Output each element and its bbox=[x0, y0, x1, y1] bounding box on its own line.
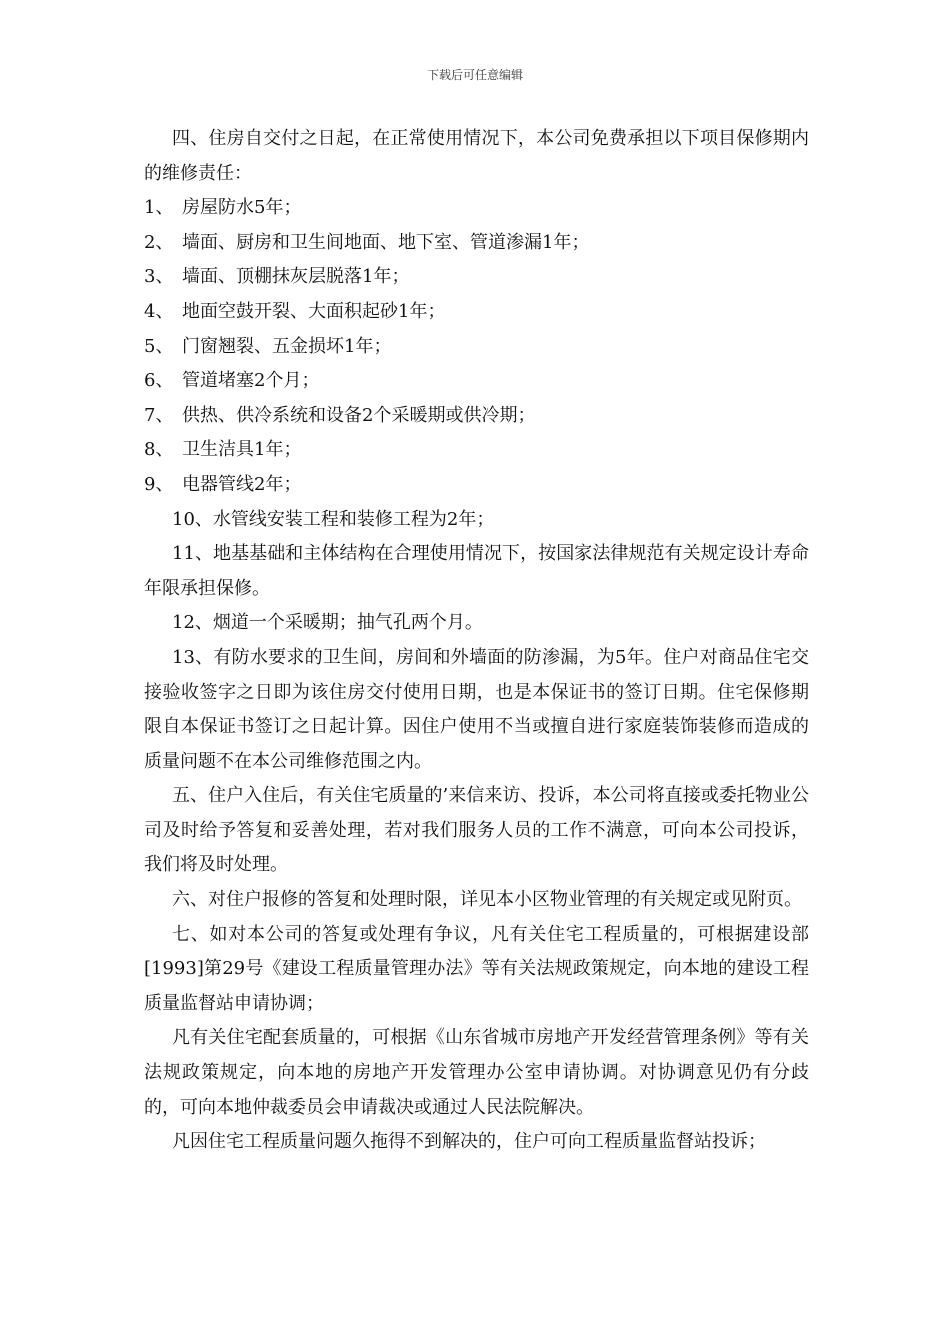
paragraph-6: 六、对住户报修的答复和处理时限，详见本小区物业管理的有关规定或见附页。 bbox=[172, 889, 802, 911]
paragraph-7: 七、如对本公司的答复或处理有争议，凡有关住宅工程质量的，可根据建设部[1993]第29号《建设工程质量管理办法》等有关法规政策规定，向本地的建设工程质量监督站申请协调； bbox=[144, 923, 809, 1014]
document-body bbox=[144, 122, 809, 1160]
paragraph-13: 13、有防水要求的卫生间，房间和外墙面的防渗漏，为5年。住户对商品住宅交接验收签字之日即为该住房交付使用日期，也是本保证书的签订日期。住宅保修期限自本保证书签订之日起计算。因住户使用不当或擅自进行家庭装饰装修而造成的质量问题不在本公司维修范围之内。 bbox=[144, 646, 809, 772]
list-item-number: 3、 bbox=[144, 266, 174, 288]
list-item bbox=[144, 399, 809, 434]
paragraph-12: 12、烟道一个采暖期；抽气孔两个月。 bbox=[172, 612, 483, 634]
list-item-number: 9、 bbox=[144, 473, 174, 495]
list-item bbox=[144, 468, 809, 503]
list-item-text: 墙面、厨房和卫生间地面、地下室、管道渗漏1年； bbox=[182, 231, 590, 253]
list-item-text: 门窗翘裂、五金损坏1年； bbox=[182, 335, 392, 357]
list-item-text: 房屋防水5年； bbox=[182, 197, 302, 219]
paragraph-11: 11、地基基础和主体结构在合理使用情况下，按国家法律规范有关规定设计寿命年限承担保修。 bbox=[144, 543, 809, 599]
paragraph-7-housing-facilities: 凡有关住宅配套质量的，可根据《山东省城市房地产开发经营管理条例》等有关法规政策规定，向本地的房地产开发管理办公室申请协调。对协调意见仍有分歧的，可向本地仲裁委员会申请裁决或通过人民法院解决。 bbox=[144, 1027, 809, 1118]
page-header: 下载后可任意编辑 bbox=[426, 68, 523, 82]
list-item bbox=[144, 295, 809, 330]
list-item-text: 管道堵塞2个月； bbox=[182, 370, 320, 392]
list-item-number: 2、 bbox=[144, 231, 174, 253]
list-item-text: 地面空鼓开裂、大面积起砂1年； bbox=[182, 300, 446, 322]
list-item-text: 电器管线2年； bbox=[182, 473, 302, 495]
list-item bbox=[144, 364, 809, 399]
list-item-text: 墙面、顶棚抹灰层脱落1年； bbox=[182, 266, 410, 288]
list-item bbox=[144, 330, 809, 365]
paragraph-10: 10、水管线安装工程和装修工程为2年； bbox=[172, 508, 495, 530]
list-item-text: 卫生洁具1年； bbox=[182, 439, 302, 461]
paragraph-4: 四、住房自交付之日起，在正常使用情况下，本公司免费承担以下项目保修期内的维修责任： bbox=[144, 128, 809, 184]
list-item-number: 8、 bbox=[144, 439, 174, 461]
list-item-number: 7、 bbox=[144, 404, 174, 426]
list-item-number: 5、 bbox=[144, 335, 174, 357]
list-item-text: 供热、供冷系统和设备2个采暖期或供冷期； bbox=[182, 404, 536, 426]
list-item bbox=[144, 226, 809, 261]
paragraph-5: 五、住户入住后，有关住宅质量的’来信来访、投诉，本公司将直接或委托物业公司及时给予答复和妥善处理，若对我们服务人员的工作不满意，可向本公司投诉，我们将及时处理。 bbox=[144, 785, 809, 876]
list-item bbox=[144, 433, 809, 468]
list-item bbox=[144, 191, 809, 226]
list-item-number: 1、 bbox=[144, 197, 174, 219]
list-item bbox=[144, 260, 809, 295]
list-item-number: 4、 bbox=[144, 300, 174, 322]
list-item-number: 6、 bbox=[144, 370, 174, 392]
paragraph-7-complaints: 凡因住宅工程质量问题久拖得不到解决的，住户可向工程质量监督站投诉； bbox=[172, 1131, 766, 1153]
